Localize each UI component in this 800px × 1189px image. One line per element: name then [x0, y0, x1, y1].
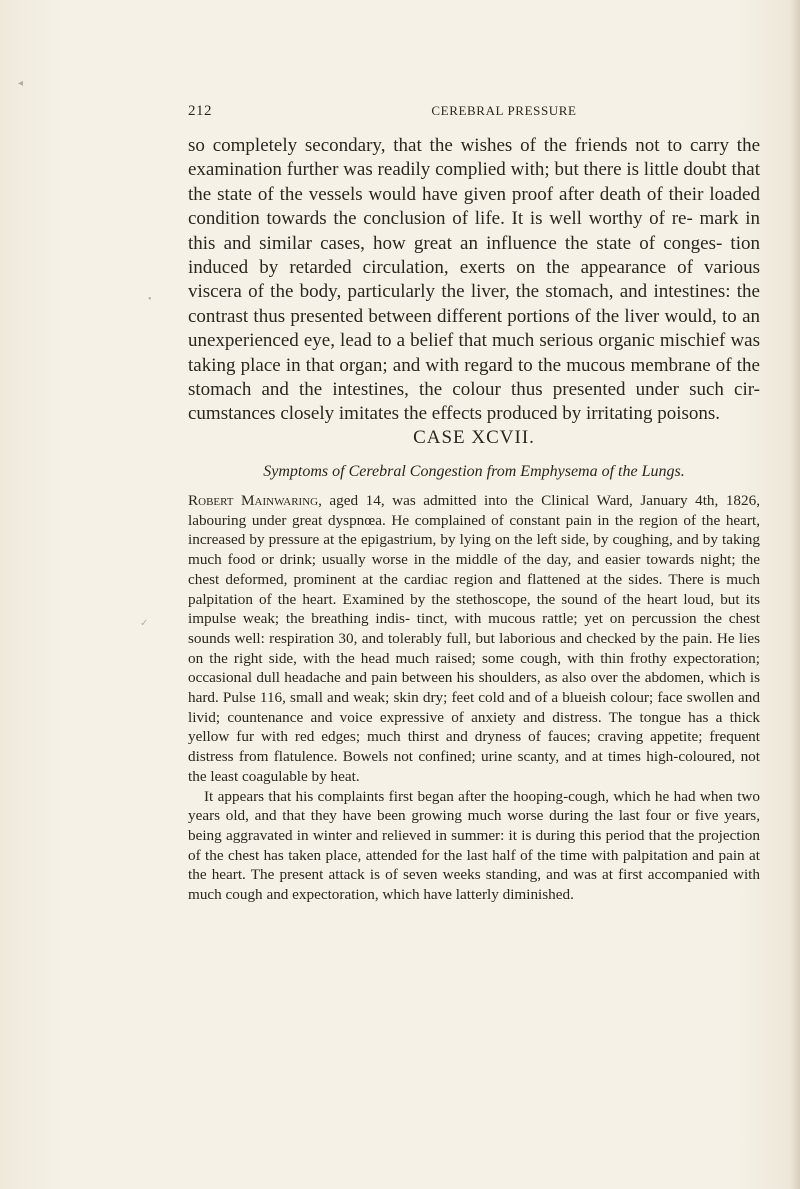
case-paragraph-2: It appears that his complaints first began after the hooping-cough, which he had when two years old, and that they have been growing much worse during the last four or five years, being aggravated in winter and relieved in summer: it is during this period that the projection of the chest has taken place, attended for the last half of the time with palpitation and pain at the heart. The present attack is of seven weeks standing, and was at first accompanied with much cough and expectoration, which have latterly diminished.	[188, 787, 760, 904]
case-paragraph-1	[188, 491, 760, 787]
case-subtitle: Symptoms of Cerebral Congestion from Emphysema of the Lungs.	[263, 463, 685, 480]
case-paragraph-1-text: aged 14, was admitted into the Clinical Ward, January 4th, 1826, labouring under great dyspnœa. He complained of constant pain in the region of the heart, increased by pressure at the epigastrium, by lying on the left side, by coughing, and by taking much food or drink; usually worse in the middle of the day, and easier towards night; the chest deformed, prominent at the cardiac region and flattened at the sides. There is much palpitation of the heart. Examined by the stethoscope, the sound of the heart loud, but its impulse weak; the breathing indis- tinct, with mucous rattle; yet on percussion the chest sounds well: respiration 30, and tolerably full, but laborious and checked by the pain. He lies on the right side, with the head much raised; some cough, with thin frothy expectoration; occasional dull headache and pain between his shoulders, as also over the abdomen, which is hard. Pulse 116, small and weak; skin dry; feet cold and of a blueish colour; face swollen and livid; countenance and voice expressive of anxiety and distress. The tongue has a thick yellow fur with red edges; much thirst and dryness of fauces; craving appetite; frequent distress from flatulence. Bowels not confined; urine scanty, and at times high-coloured, not the least coagulable by heat.	[188, 492, 760, 785]
patient-name: Robert Mainwaring,	[188, 492, 322, 509]
running-head: CEREBRAL PRESSURE	[431, 103, 577, 118]
intro-paragraph: so completely secondary, that the wishes of the friends not to carry the examination further was readily complied with; but there is little doubt that the state of the vessels would have given proof after death of their loaded condition towards the conclusion of life. It is well worthy of re- mark in this and similar cases, how great an influence the state of conges- tion induced by retarded circulation, exerts on the appearance of various viscera of the body, particularly the liver, the stomach, and intestines: the contrast thus presented between different portions of the liver would, to an unexperienced eye, lead to a belief that much serious organic mischief was taking place in that organ; and with regard to the mucous membrane of the stomach and the intestines, the colour thus presented under such cir- cumstances closely imitates the effects produced by irritating poisons.	[188, 135, 760, 425]
case-title: CASE XCVII.	[413, 427, 535, 448]
page-number: 212	[188, 103, 212, 119]
margin-tick-mark: ✓	[140, 618, 149, 629]
page-header	[188, 103, 760, 125]
page-edge-shadow	[790, 0, 800, 1189]
margin-dot-mark: •	[148, 294, 152, 305]
case-body	[188, 491, 760, 905]
corner-mark: ◂	[18, 78, 24, 89]
